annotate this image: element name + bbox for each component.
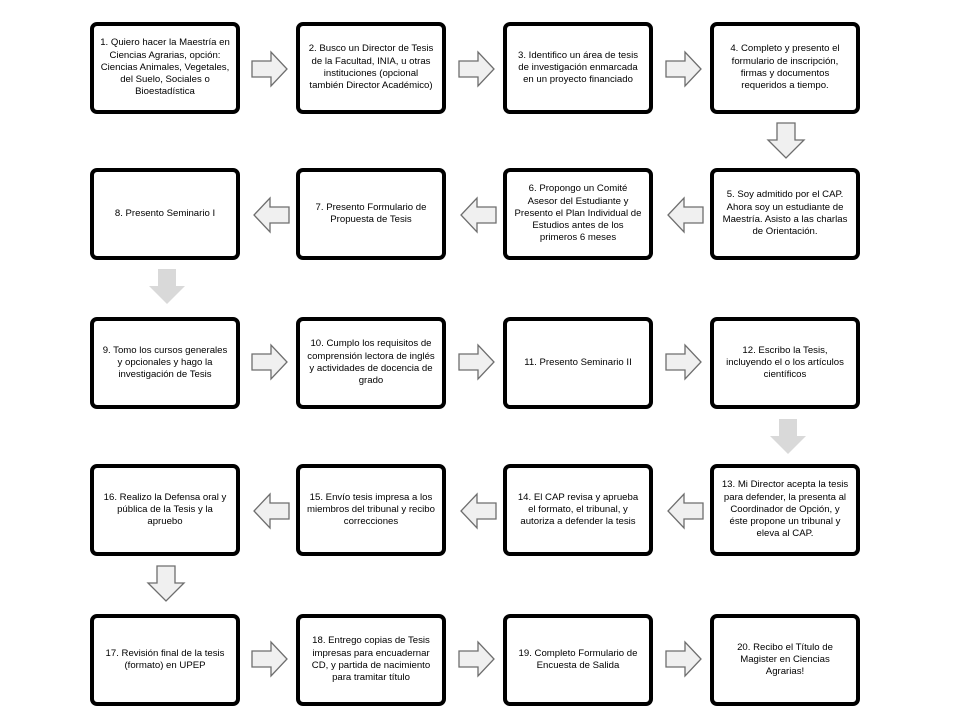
arrow-right-icon <box>665 343 703 381</box>
arrow-down-icon <box>768 418 808 456</box>
step-2-box: 2. Busco un Director de Tesis de la Facultad, INIA, u otras instituciones (opcional también Director Académico) <box>296 22 446 114</box>
arrow-left-icon <box>666 196 704 234</box>
arrow-right-icon <box>458 50 496 88</box>
step-4-box: 4. Completo y presento el formulario de inscripción, firmas y documentos requeridos a tiempo. <box>710 22 860 114</box>
arrow-right-icon <box>665 50 703 88</box>
step-6-box: 6. Propongo un Comité Asesor del Estudiante y Presento el Plan Individual de Estudios antes de los primeros 6 meses <box>503 168 653 260</box>
arrow-left-icon <box>252 196 290 234</box>
arrow-right-icon <box>458 343 496 381</box>
arrow-left-icon <box>459 492 497 530</box>
step-11-box: 11. Presento Seminario II <box>503 317 653 409</box>
arrow-right-icon <box>458 640 496 678</box>
step-20-box: 20. Recibo el Título de Magister en Ciencias Agrarias! <box>710 614 860 706</box>
arrow-right-icon <box>665 640 703 678</box>
step-13-box: 13. Mi Director acepta la tesis para defender, la presenta al Coordinador de Opción, y éste propone un tribunal y eleva al CAP. <box>710 464 860 556</box>
step-5-box: 5. Soy admitido por el CAP. Ahora soy un estudiante de Maestría. Asisto a las charlas de Orientación. <box>710 168 860 260</box>
arrow-right-icon <box>251 640 289 678</box>
arrow-left-icon <box>459 196 497 234</box>
step-10-box: 10. Cumplo los requisitos de comprensión lectora de inglés y actividades de docencia de grado <box>296 317 446 409</box>
arrow-down-icon <box>147 268 187 306</box>
step-15-box: 15. Envío tesis impresa a los miembros del tribunal y recibo correcciones <box>296 464 446 556</box>
step-16-box: 16. Realizo la Defensa oral y pública de la Tesis y la apruebo <box>90 464 240 556</box>
step-14-box: 14. El CAP revisa y aprueba el formato, el tribunal, y autoriza a defender la tesis <box>503 464 653 556</box>
step-7-box: 7. Presento Formulario de Propuesta de Tesis <box>296 168 446 260</box>
step-9-box: 9. Tomo los cursos generales y opcionales y hago la investigación de Tesis <box>90 317 240 409</box>
arrow-left-icon <box>252 492 290 530</box>
arrow-left-icon <box>666 492 704 530</box>
step-3-box: 3. Identifico un área de tesis de investigación enmarcada en un proyecto financiado <box>503 22 653 114</box>
step-8-box: 8. Presento Seminario I <box>90 168 240 260</box>
arrow-down-icon <box>146 565 186 603</box>
step-19-box: 19. Completo Formulario de Encuesta de Salida <box>503 614 653 706</box>
arrow-right-icon <box>251 50 289 88</box>
step-1-box: 1. Quiero hacer la Maestría en Ciencias Agrarias, opción: Ciencias Animales, Vegetales, del Suelo, Sociales o Bioestadística <box>90 22 240 114</box>
step-18-box: 18. Entrego copias de Tesis impresas para encuadernar CD, y partida de nacimiento para tramitar título <box>296 614 446 706</box>
step-17-box: 17. Revisión final de la tesis (formato) en UPEP <box>90 614 240 706</box>
arrow-down-icon <box>766 122 806 160</box>
arrow-right-icon <box>251 343 289 381</box>
step-12-box: 12. Escribo la Tesis, incluyendo el o los artículos científicos <box>710 317 860 409</box>
